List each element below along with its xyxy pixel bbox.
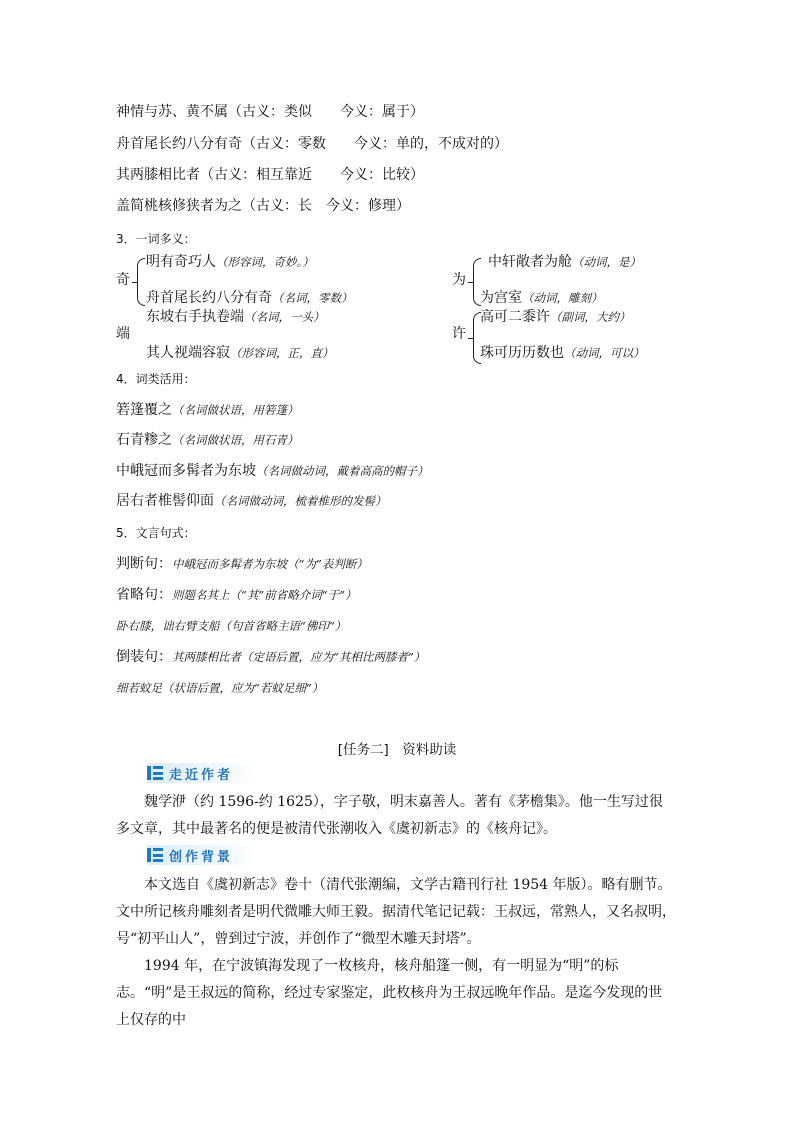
ancient-meaning-item-4: 盖简桃核修狭者为之（古义：长 今义：修理）: [116, 198, 410, 214]
polysemy-qi-item-1: 明有奇巧人（形容词，奇妙。）: [146, 254, 314, 270]
author-paragraph: 魏学洢（约 1596-约 1625），字子敬，明末嘉善人。著有《茅檐集》。他一生写过很多文章，其中最著名的便是被清代张潮收入《虞初新志》的《核舟记》。: [116, 794, 663, 837]
word-class-item-4: 居右者椎髻仰面（名词做动词，梳着椎形的发髻）: [116, 493, 387, 509]
tag-bar-icon: [147, 848, 151, 862]
ancient-meaning-item-3: 其两膝相比者（古义：相互靠近 今义：比较）: [116, 167, 424, 183]
word-class-heading: 4．词类活用：: [116, 372, 196, 386]
word-class-item-2: 石青糁之（名词做状语，用石青）: [116, 432, 299, 448]
tag-bar-icon: [147, 766, 151, 780]
polysemy-char-qi: 奇: [116, 272, 130, 288]
polysemy-char-wei: 为: [452, 272, 466, 288]
polysemy-char-xu: 许: [452, 326, 466, 342]
background-tag: [147, 845, 259, 865]
sentence-item-2: 省略句：则题名其上（“其”前省略介词“于”）: [116, 587, 357, 603]
polysemy-duan-item-1: 东坡右手执卷端（名词，一头）: [146, 309, 325, 325]
sentence-item-3: 卧右膝，诎右臂支船（句首省略主语“佛印”）: [116, 619, 347, 633]
author-tag: [147, 763, 259, 783]
polysemy-xu-item-1: 高可二黍许（副词，大约）: [480, 309, 631, 325]
word-class-item-1: 箬篷覆之（名词做状语，用箬篷）: [116, 402, 299, 418]
ancient-meaning-item-2: 舟首尾长约八分有奇（古义：零数 今义：单的，不成对的）: [116, 136, 508, 152]
polysemy-wei-item-1: 中轩敞者为舱（动词，是）: [488, 254, 641, 270]
polysemy-qi-item-2: 舟首尾长约八分有奇（名词，零数）: [146, 290, 353, 306]
background-paragraph-1: 本文选自《虞初新志》卷十（清代张潮编，文学古籍刊行社 1954 年版）。略有删节。文中所记核舟雕刻者是明代微雕大师王毅。据清代笔记记载：王叔远，常熟人，又名叔明，号“初平山人”，曾到过宁波，并创作了“微型木雕天封塔”。: [116, 877, 676, 947]
ancient-meaning-item-1: 神情与苏、黄不属（古义：类似 今义：属于）: [116, 104, 424, 120]
sentence-heading: 5．文言句式：: [116, 526, 196, 540]
polysemy-xu-item-2: 珠可历历数也（动词，可以）: [480, 345, 645, 361]
background-tag-label: 创作背景: [169, 849, 234, 865]
brace-qi: [137, 258, 145, 306]
polysemy-duan-item-2: 其人视端容寂（形容词，正，直）: [146, 345, 334, 361]
sentence-item-4: 倒装句：其两膝相比者（定语后置，应为“其相比两膝者”）: [116, 649, 426, 665]
tag-lines-icon: [153, 848, 163, 862]
background-paragraph-2: 1994 年，在宁波镇海发现了一枚核舟，核舟船篷一侧，有一明显为“明”的标志。“明”是王叔远的简称，经过专家鉴定，此枚核舟为王叔远晚年作品。是迄今发现的世上仅存的中: [116, 958, 663, 1028]
sentence-item-1: 判断句：中峨冠而多髯者为东坡（“为”表判断）: [116, 556, 368, 572]
task-title: [任务二] 资料助读: [337, 742, 457, 758]
sentence-item-5: 细若蚊足（状语后置，应为“若蚊足细”）: [116, 681, 324, 695]
polysemy-wei-item-2: 为宫室（动词，雕刻）: [480, 290, 603, 306]
word-class-item-3: 中峨冠而多髯者为东坡（名词做动词，戴着高高的帽子）: [116, 463, 429, 479]
polysemy-heading: 3．一词多义：: [116, 232, 196, 246]
tag-lines-icon: [153, 766, 163, 780]
polysemy-char-duan: 端: [116, 326, 130, 342]
author-tag-label: 走近作者: [169, 767, 234, 783]
